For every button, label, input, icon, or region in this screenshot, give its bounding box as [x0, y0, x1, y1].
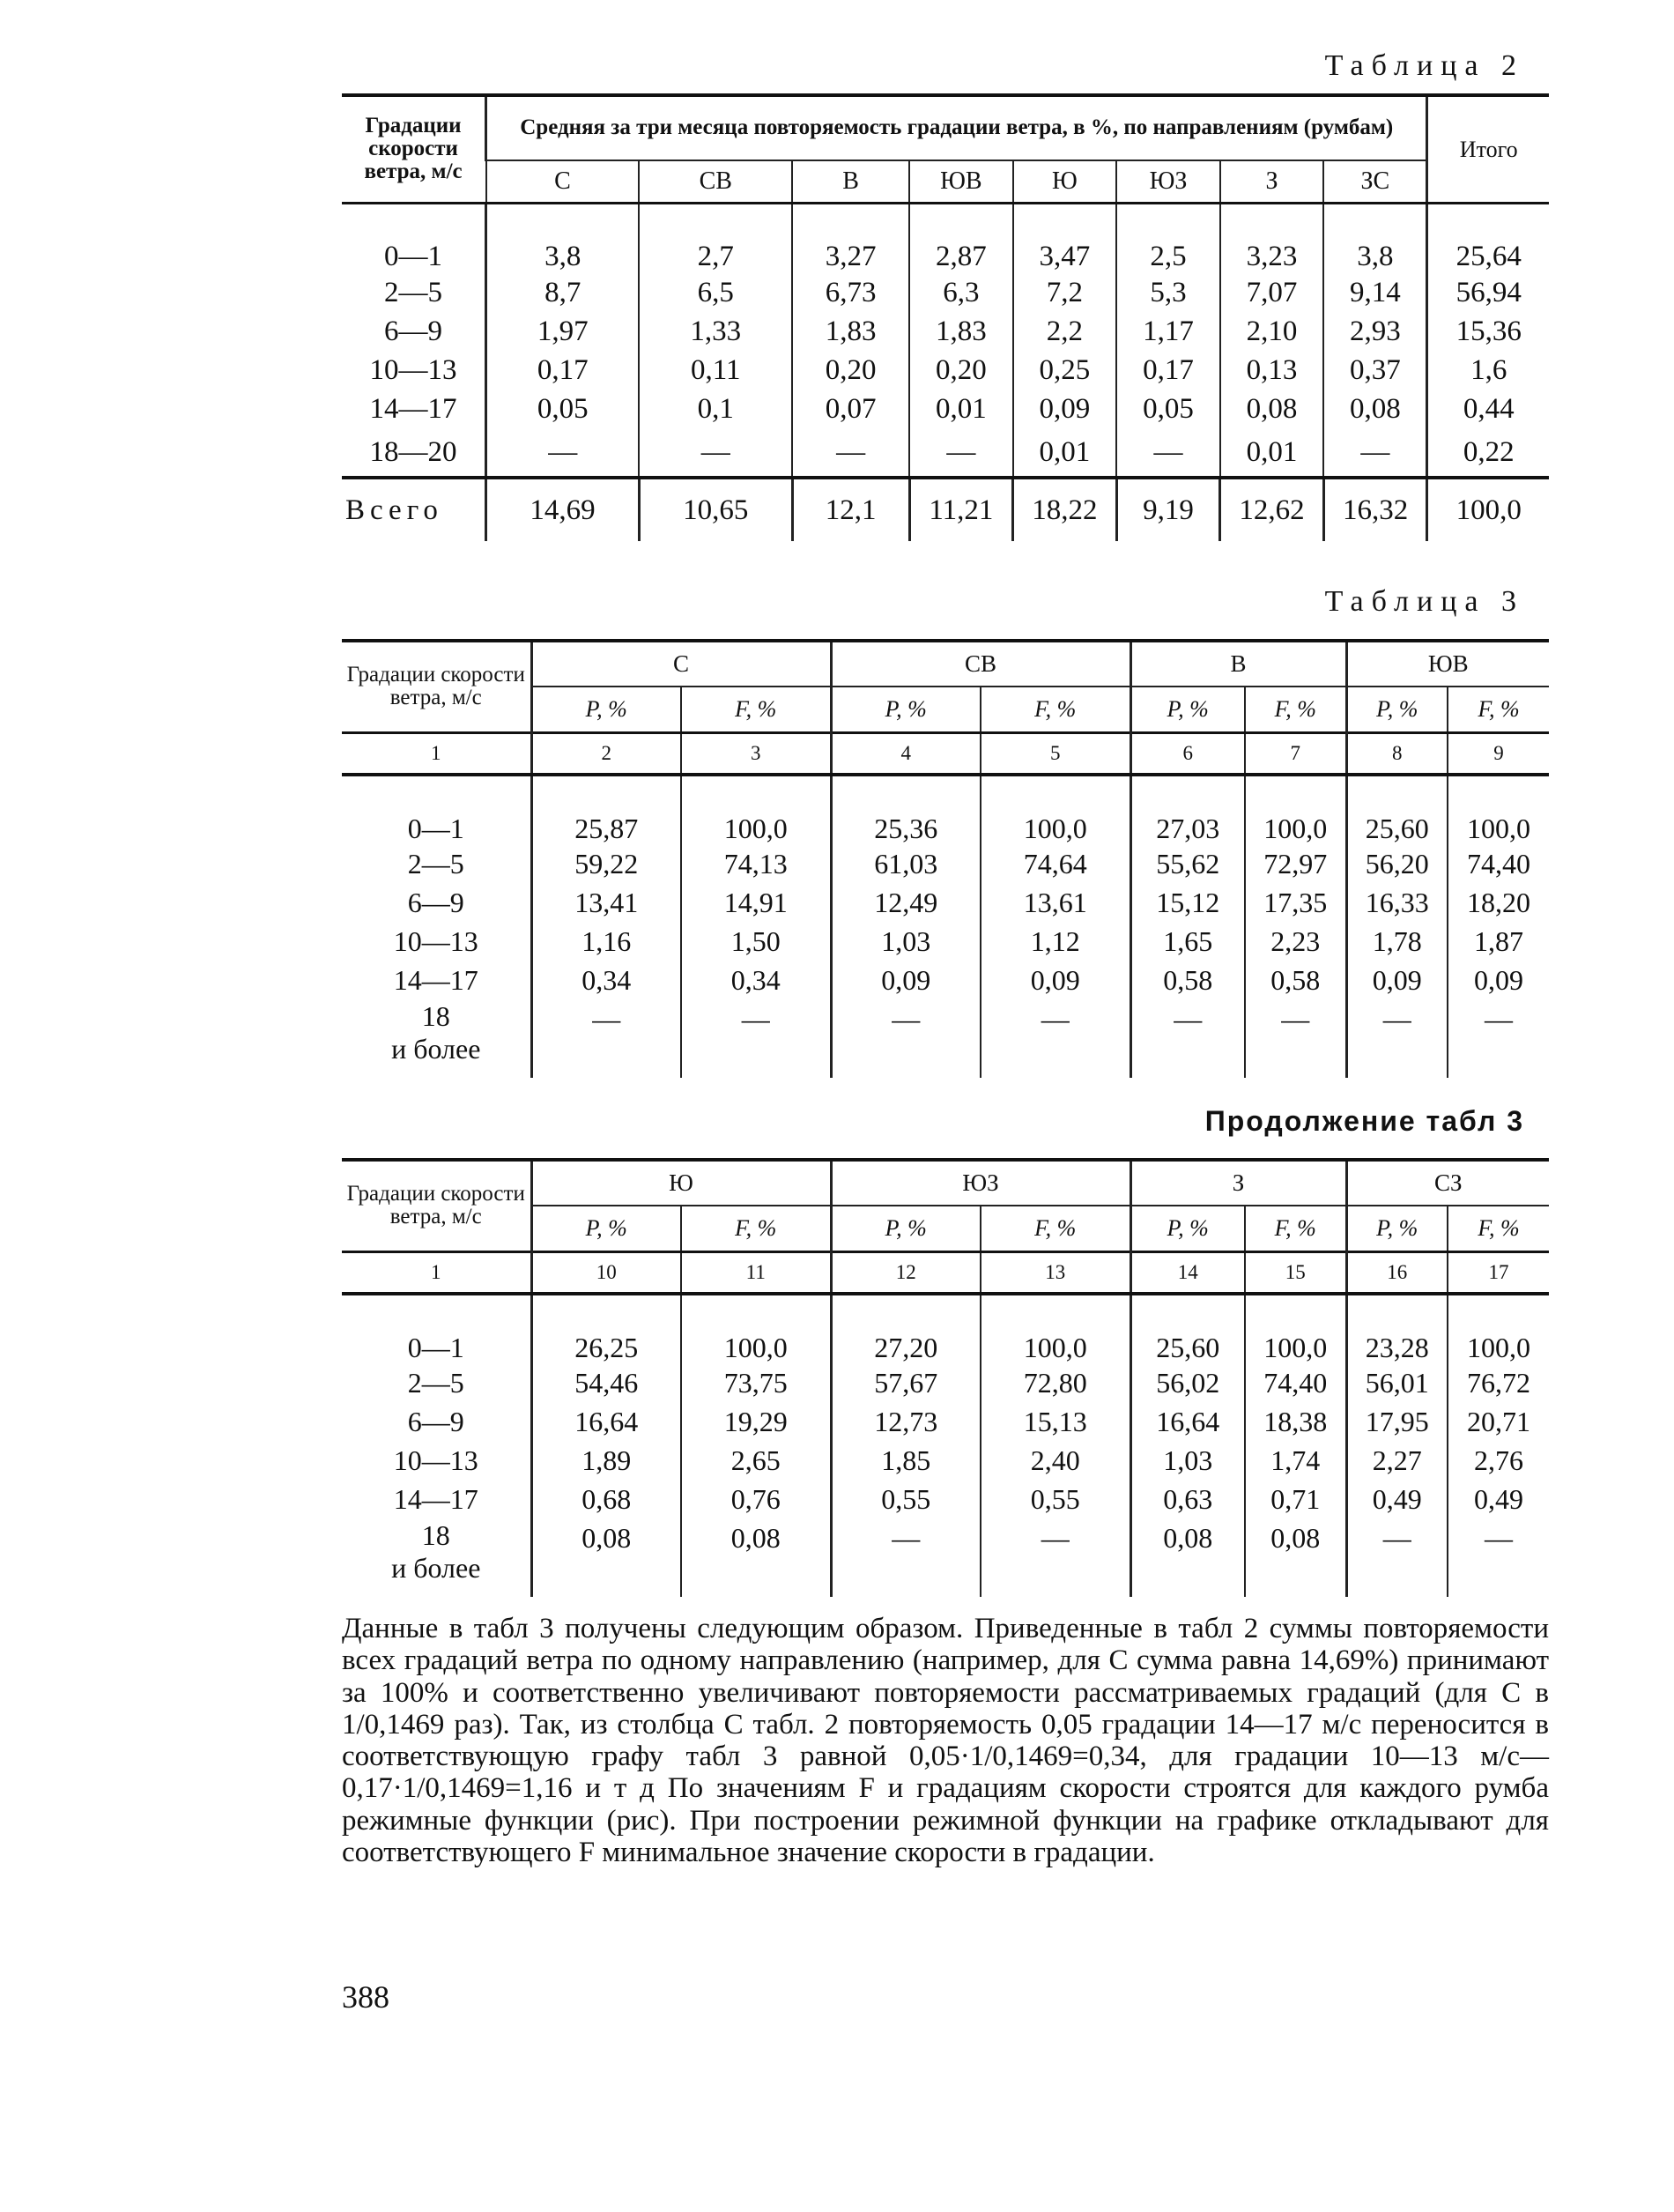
table3-p-header: P, % — [1346, 687, 1448, 732]
table2-value-cell: 0,08 — [1220, 390, 1324, 428]
table3-direction-header: В — [1130, 641, 1346, 687]
table3-value-cell: 1,16 — [531, 923, 681, 961]
table3b-value-cell: 19,29 — [681, 1403, 831, 1442]
table2-gradation-cell: 10—13 — [369, 353, 457, 386]
table3b-row — [342, 1403, 1549, 1442]
table3-value-cell: 0,58 — [1245, 961, 1346, 1000]
table3b-value-cell: 56,02 — [1130, 1364, 1245, 1403]
table2-value-cell: 0,11 — [639, 351, 792, 390]
table3b-f-header: F, % — [981, 1206, 1130, 1251]
table3-f-header: F, % — [1448, 687, 1549, 732]
table2-header-gradation: Градации скорости ветра, м/с — [342, 95, 486, 203]
table3b-value-cell: 25,60 — [1130, 1294, 1245, 1364]
table3b-group-header-row — [342, 1160, 1549, 1206]
table2-value-cell: 1,97 — [486, 312, 640, 351]
table2-value-cell: 2,93 — [1323, 312, 1427, 351]
table3b-value-cell: 18,38 — [1245, 1403, 1346, 1442]
table3-f-header: F, % — [681, 687, 831, 732]
table3-value-cell: 100,0 — [1448, 775, 1549, 845]
table3b-direction-header: ЮЗ — [831, 1160, 1130, 1206]
table3-value-cell: 14,91 — [681, 884, 831, 923]
table2-value-cell: 3,8 — [1323, 203, 1427, 273]
table3b-value-cell: 0,49 — [1448, 1481, 1549, 1519]
table3-p-header: P, % — [831, 687, 981, 732]
table2-value-cell: 1,33 — [639, 312, 792, 351]
table2-direction-header: ЗС — [1323, 160, 1427, 203]
table3-direction-header: СВ — [831, 641, 1130, 687]
table2-value-cell: 7,07 — [1220, 273, 1324, 312]
table3b-value-cell: 74,40 — [1245, 1364, 1346, 1403]
table3-gradation-cell: 14—17 — [393, 964, 478, 997]
table2-total-cell: 0,44 — [1427, 390, 1549, 428]
table2-row — [342, 428, 1549, 478]
table3b-value-cell: 0,08 — [1130, 1519, 1245, 1597]
table3-row — [342, 1000, 1549, 1078]
table2-row — [342, 203, 1549, 273]
table2-value-cell: — — [1323, 428, 1427, 478]
table2-value-cell: 6,3 — [909, 273, 1013, 312]
table2-value-cell: 3,47 — [1013, 203, 1117, 273]
table3-colnum-cell: 7 — [1245, 732, 1346, 775]
table3b-f-header: F, % — [1448, 1206, 1549, 1251]
table2-direction-header: Ю — [1013, 160, 1117, 203]
table2-sum-total: 100,0 — [1427, 478, 1549, 541]
table2-value-cell: 0,01 — [1013, 428, 1117, 478]
table3-value-cell: — — [1448, 1000, 1549, 1078]
table2-value-cell: 0,13 — [1220, 351, 1324, 390]
table2-value-cell: 0,37 — [1323, 351, 1427, 390]
table2-direction-header: З — [1220, 160, 1324, 203]
table2-direction-header: В — [792, 160, 909, 203]
table3b-p-header: P, % — [831, 1206, 981, 1251]
table2-value-cell: 3,8 — [486, 203, 640, 273]
table3b-value-cell: 0,55 — [981, 1481, 1130, 1519]
table3b-value-cell: 1,85 — [831, 1442, 981, 1481]
table3b-value-cell: 26,25 — [531, 1294, 681, 1364]
table3b-value-cell: 2,40 — [981, 1442, 1130, 1481]
table2 — [342, 93, 1549, 541]
table3b-value-cell: 100,0 — [1245, 1294, 1346, 1364]
table3b-colnum-cell: 15 — [1245, 1251, 1346, 1294]
table3-value-cell: 1,87 — [1448, 923, 1549, 961]
table3-value-cell: 0,34 — [681, 961, 831, 1000]
table2-direction-header: СВ — [639, 160, 792, 203]
table3-value-cell: 25,60 — [1346, 775, 1448, 845]
table3b-p-header: P, % — [1346, 1206, 1448, 1251]
table3b-gradation-cell — [342, 1519, 531, 1597]
table2-value-cell: 0,17 — [1116, 351, 1220, 390]
table2-gradation-cell: 2—5 — [384, 276, 443, 308]
table3-caption: Таблица 3 — [1324, 585, 1524, 618]
table2-value-cell: 0,20 — [909, 351, 1013, 390]
table3-value-cell: 13,61 — [981, 884, 1130, 923]
table3b-gradation-cell: 10—13 — [393, 1444, 478, 1477]
table3-value-cell: — — [981, 1000, 1130, 1078]
table3-row — [342, 845, 1549, 884]
table3b-value-cell: 73,75 — [681, 1364, 831, 1403]
table3-group-header-row — [342, 641, 1549, 687]
table3-value-cell: 25,36 — [831, 775, 981, 845]
table3-value-cell: 0,09 — [1346, 961, 1448, 1000]
table3-value-cell: — — [681, 1000, 831, 1078]
table2-gradation-cell: 18—20 — [369, 435, 457, 468]
table2-value-cell: — — [486, 428, 640, 478]
table2-value-cell: — — [792, 428, 909, 478]
table3b-header-gradation: Градации скорости ветра, м/с — [342, 1160, 531, 1251]
table3b-caption: Продолжение табл 3 — [1204, 1105, 1524, 1137]
table3b-colnum-row — [342, 1251, 1549, 1294]
table3-gradation-line1: 18 — [421, 1000, 450, 1032]
table3b-row — [342, 1481, 1549, 1519]
table3-value-cell: 12,49 — [831, 884, 981, 923]
table2-value-cell: 0,01 — [909, 390, 1013, 428]
table3-value-cell: 0,09 — [831, 961, 981, 1000]
table2-value-cell: 2,2 — [1013, 312, 1117, 351]
table2-row — [342, 312, 1549, 351]
table3b-value-cell: 17,95 — [1346, 1403, 1448, 1442]
table3b-direction-header: СЗ — [1346, 1160, 1549, 1206]
page-number: 388 — [342, 1979, 389, 2015]
table3-value-cell: 13,41 — [531, 884, 681, 923]
table3-value-cell: 1,12 — [981, 923, 1130, 961]
table2-value-cell: 6,5 — [639, 273, 792, 312]
table3b-p-header: P, % — [1130, 1206, 1245, 1251]
table3b-value-cell: 76,72 — [1448, 1364, 1549, 1403]
table3b-value-cell: 0,68 — [531, 1481, 681, 1519]
table3b-value-cell: 54,46 — [531, 1364, 681, 1403]
table2-value-cell: 7,2 — [1013, 273, 1117, 312]
table3-p-header: P, % — [531, 687, 681, 732]
table3b-f-header: F, % — [1245, 1206, 1346, 1251]
table3b-value-cell: 57,67 — [831, 1364, 981, 1403]
table3-value-cell: 25,87 — [531, 775, 681, 845]
table3b-gradation-cell: 0—1 — [407, 1332, 464, 1364]
table3b-row — [342, 1519, 1549, 1597]
table3b-value-cell: 1,89 — [531, 1442, 681, 1481]
table3-value-cell: 18,20 — [1448, 884, 1549, 923]
table3b-value-cell: 0,71 — [1245, 1481, 1346, 1519]
table3b-direction-header: Ю — [531, 1160, 831, 1206]
table2-header-frequency: Средняя за три месяца повторяемость градации ветра, в %, по направлениям (румбам) — [486, 95, 1427, 160]
table3b-value-cell: 23,28 — [1346, 1294, 1448, 1364]
table3b-gradation-line1: 18 — [421, 1519, 450, 1551]
table3-value-cell: — — [1245, 1000, 1346, 1078]
table3-direction-header: ЮВ — [1346, 641, 1549, 687]
table3-value-cell: 0,09 — [1448, 961, 1549, 1000]
table3-value-cell: 61,03 — [831, 845, 981, 884]
table2-sum-cell: 14,69 — [486, 478, 640, 541]
table3b-gradation-line2: и более — [391, 1551, 481, 1584]
table2-gradation-cell: 14—17 — [369, 392, 457, 425]
table3-value-cell: 1,03 — [831, 923, 981, 961]
table3b-value-cell: 2,27 — [1346, 1442, 1448, 1481]
table2-gradation-cell: 0—1 — [384, 241, 443, 273]
table3-f-header: F, % — [981, 687, 1130, 732]
table3-value-cell: 1,78 — [1346, 923, 1448, 961]
table3-gradation-line2: и более — [391, 1032, 481, 1065]
table2-total-cell: 25,64 — [1427, 203, 1549, 273]
table3b-row — [342, 1364, 1549, 1403]
table3-value-cell: 74,40 — [1448, 845, 1549, 884]
table3b-row — [342, 1442, 1549, 1481]
table3b-value-cell: 72,80 — [981, 1364, 1130, 1403]
table3-value-cell: — — [1346, 1000, 1448, 1078]
table2-row — [342, 351, 1549, 390]
table3b-direction-header: З — [1130, 1160, 1346, 1206]
table3-gradation-cell: 2—5 — [407, 848, 464, 880]
table2-row — [342, 390, 1549, 428]
table3b-value-cell: 20,71 — [1448, 1403, 1549, 1442]
table3-colnum-row — [342, 732, 1549, 775]
table3-value-cell: 100,0 — [981, 775, 1130, 845]
table3b-value-cell: 56,01 — [1346, 1364, 1448, 1403]
table3-colnum-cell: 9 — [1448, 732, 1549, 775]
table3-value-cell: 1,50 — [681, 923, 831, 961]
table3-value-cell: 27,03 — [1130, 775, 1245, 845]
table3b-value-cell: 0,08 — [681, 1519, 831, 1597]
table3b-colnum-cell: 13 — [981, 1251, 1130, 1294]
table3-gradation-cell: 10—13 — [393, 925, 478, 958]
table3b-colnum-cell: 11 — [681, 1251, 831, 1294]
table2-total-cell: 15,36 — [1427, 312, 1549, 351]
table3-row — [342, 923, 1549, 961]
table3-value-cell: 55,62 — [1130, 845, 1245, 884]
table2-sum-cell: 12,62 — [1220, 478, 1324, 541]
table3-value-cell: 2,23 — [1245, 923, 1346, 961]
table2-value-cell: 1,83 — [909, 312, 1013, 351]
table3b — [342, 1158, 1549, 1597]
table3-gradation-cell: 6—9 — [407, 887, 464, 919]
table3-value-cell: — — [831, 1000, 981, 1078]
table3b-value-cell: 16,64 — [1130, 1403, 1245, 1442]
table2-value-cell: 0,09 — [1013, 390, 1117, 428]
table3 — [342, 639, 1549, 1078]
table3b-value-cell: — — [831, 1519, 981, 1597]
table2-sum-cell: 11,21 — [909, 478, 1013, 541]
table2-value-cell: 2,7 — [639, 203, 792, 273]
table2-value-cell: 8,7 — [486, 273, 640, 312]
table3-colnum-cell: 2 — [531, 732, 681, 775]
table2-value-cell: 1,83 — [792, 312, 909, 351]
table2-total-cell: 0,22 — [1427, 428, 1549, 478]
table3-f-header: F, % — [1245, 687, 1346, 732]
table2-caption: Таблица 2 — [1324, 49, 1524, 82]
table3b-value-cell: 16,64 — [531, 1403, 681, 1442]
table3-gradation-cell: 0—1 — [407, 813, 464, 845]
explanation-paragraph: Данные в табл 3 получены следующим образом. Приведенные в табл 2 суммы повторяемости всех градаций ветра по одному направлению (например, для С сумма равна 14,69%) принимают за 100% и соответственно увеличивают повторяемости рассматриваемых градаций (для С в 1/0,1469 раз). Так, из столбца С табл. 2 повторяемость 0,05 градации 14—17 м/с переносится в соответствующую графу табл 3 равной 0,05·1/0,1469=0,34, для градации 10—13 м/с—0,17·1/0,1469=1,16 и т д По значениям F и градациям скорости строятся для каждого румба режимные функции (рис). При построении режимной функции на графике откладывают для соответствующего F минимальное значение скорости в градации. — [342, 1613, 1549, 1869]
table2-value-cell: 0,25 — [1013, 351, 1117, 390]
table3b-colnum-cell: 14 — [1130, 1251, 1245, 1294]
table2-value-cell: 0,01 — [1220, 428, 1324, 478]
table3-value-cell: 15,12 — [1130, 884, 1245, 923]
table2-sum-cell: 12,1 — [792, 478, 909, 541]
table3-colnum-cell: 5 — [981, 732, 1130, 775]
table3b-value-cell: 100,0 — [1448, 1294, 1549, 1364]
table3b-value-cell: 1,03 — [1130, 1442, 1245, 1481]
table2-row — [342, 273, 1549, 312]
table3b-value-cell: 1,74 — [1245, 1442, 1346, 1481]
table3b-value-cell: 12,73 — [831, 1403, 981, 1442]
table3b-value-cell: 2,76 — [1448, 1442, 1549, 1481]
table2-value-cell: 1,17 — [1116, 312, 1220, 351]
table3-value-cell: 74,13 — [681, 845, 831, 884]
table3-colnum-cell: 8 — [1346, 732, 1448, 775]
table3-value-cell: 0,09 — [981, 961, 1130, 1000]
table3-value-cell: 100,0 — [1245, 775, 1346, 845]
table3-value-cell: 1,65 — [1130, 923, 1245, 961]
table3-colnum-cell: 3 — [681, 732, 831, 775]
table2-value-cell: 0,07 — [792, 390, 909, 428]
table3b-f-header: F, % — [681, 1206, 831, 1251]
table3b-value-cell: 0,08 — [1245, 1519, 1346, 1597]
table3-row — [342, 961, 1549, 1000]
table3-value-cell: 72,97 — [1245, 845, 1346, 884]
table3-gradation-cell — [342, 1000, 531, 1078]
table3-value-cell: 74,64 — [981, 845, 1130, 884]
table3-value-cell: 0,58 — [1130, 961, 1245, 1000]
table2-value-cell: 2,10 — [1220, 312, 1324, 351]
table3-value-cell: 0,34 — [531, 961, 681, 1000]
table3b-value-cell: 100,0 — [681, 1294, 831, 1364]
table3b-value-cell: — — [1346, 1519, 1448, 1597]
table3-value-cell: 16,33 — [1346, 884, 1448, 923]
table2-total-cell: 1,6 — [1427, 351, 1549, 390]
table3-value-cell: 56,20 — [1346, 845, 1448, 884]
table2-value-cell: 9,14 — [1323, 273, 1427, 312]
table3-colnum-cell: 4 — [831, 732, 981, 775]
table2-value-cell: 0,08 — [1323, 390, 1427, 428]
table3-value-cell: — — [531, 1000, 681, 1078]
table2-sum-cell: 9,19 — [1116, 478, 1220, 541]
table2-value-cell: 3,23 — [1220, 203, 1324, 273]
table3-value-cell: 100,0 — [681, 775, 831, 845]
table2-direction-header: С — [486, 160, 640, 203]
table3-value-cell: 59,22 — [531, 845, 681, 884]
table2-value-cell: 3,27 — [792, 203, 909, 273]
table2-value-cell: 0,1 — [639, 390, 792, 428]
table3b-value-cell: 0,08 — [531, 1519, 681, 1597]
table3b-value-cell: 0,55 — [831, 1481, 981, 1519]
table3-row — [342, 884, 1549, 923]
table2-sum-cell: 16,32 — [1323, 478, 1427, 541]
table2-value-cell: 6,73 — [792, 273, 909, 312]
table3-value-cell: 17,35 — [1245, 884, 1346, 923]
table3b-colnum-cell: 17 — [1448, 1251, 1549, 1294]
table2-direction-header: ЮВ — [909, 160, 1013, 203]
table2-header-total: Итого — [1427, 95, 1549, 203]
table3b-row — [342, 1294, 1549, 1364]
table3-header-gradation: Градации скорости ветра, м/с — [342, 641, 531, 732]
table3b-value-cell: 27,20 — [831, 1294, 981, 1364]
table3b-value-cell: 0,63 — [1130, 1481, 1245, 1519]
table3b-p-header: P, % — [531, 1206, 681, 1251]
table3b-colnum-cell: 16 — [1346, 1251, 1448, 1294]
table3b-value-cell: — — [981, 1519, 1130, 1597]
table2-direction-header: ЮЗ — [1116, 160, 1220, 203]
table2-value-cell: 0,20 — [792, 351, 909, 390]
table3-colnum-cell: 6 — [1130, 732, 1245, 775]
table3b-gradation-cell: 2—5 — [407, 1367, 464, 1399]
table2-sum-cell: 10,65 — [639, 478, 792, 541]
table2-value-cell: — — [639, 428, 792, 478]
table2-value-cell: 0,05 — [486, 390, 640, 428]
table3-value-cell: — — [1130, 1000, 1245, 1078]
table3b-colnum-cell: 10 — [531, 1251, 681, 1294]
table2-value-cell: 2,87 — [909, 203, 1013, 273]
table3b-value-cell: 0,76 — [681, 1481, 831, 1519]
table2-value-cell: — — [909, 428, 1013, 478]
table2-value-cell: 0,17 — [486, 351, 640, 390]
table3b-value-cell: 2,65 — [681, 1442, 831, 1481]
table3b-value-cell: 100,0 — [981, 1294, 1130, 1364]
table2-sum-cell: 18,22 — [1013, 478, 1117, 541]
table3b-gradation-cell: 6—9 — [407, 1406, 464, 1438]
table3b-colnum-cell: 1 — [342, 1251, 531, 1294]
table3b-value-cell: — — [1448, 1519, 1549, 1597]
table3b-value-cell: 0,49 — [1346, 1481, 1448, 1519]
table3-direction-header: С — [531, 641, 831, 687]
table3-colnum-cell: 1 — [342, 732, 531, 775]
table2-sum-label: Всего — [342, 478, 486, 541]
table2-value-cell: 2,5 — [1116, 203, 1220, 273]
table2-gradation-cell: 6—9 — [384, 315, 443, 347]
table2-total-cell: 56,94 — [1427, 273, 1549, 312]
table2-value-cell: 0,05 — [1116, 390, 1220, 428]
table3b-gradation-cell: 14—17 — [393, 1483, 478, 1516]
table3b-colnum-cell: 12 — [831, 1251, 981, 1294]
table2-value-cell: — — [1116, 428, 1220, 478]
table3-row — [342, 775, 1549, 845]
table3-p-header: P, % — [1130, 687, 1245, 732]
table3b-value-cell: 15,13 — [981, 1403, 1130, 1442]
table2-value-cell: 5,3 — [1116, 273, 1220, 312]
